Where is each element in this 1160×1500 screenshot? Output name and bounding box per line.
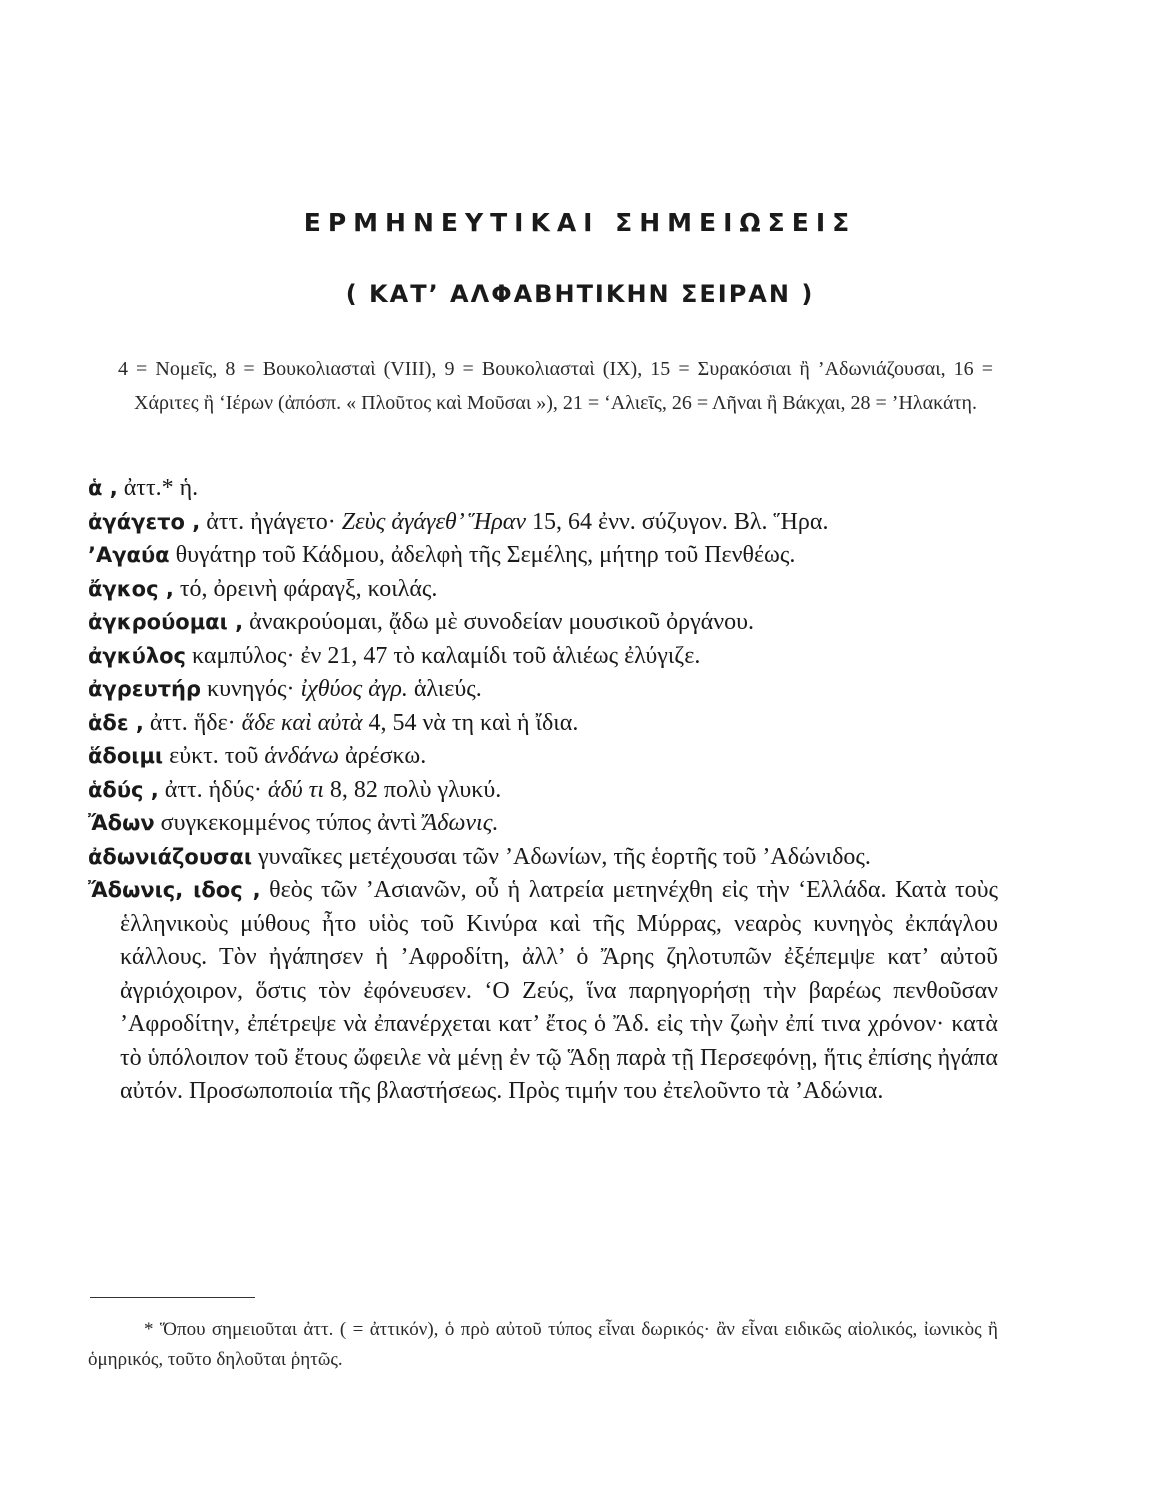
page-title: ΕΡΜΗΝΕΥΤΙΚΑΙ ΣΗΜΕΙΩΣΕΙΣ (303, 208, 857, 237)
entry-headword: ἀγάγετο , (88, 509, 201, 534)
entry-headword: ἀγκύλος (88, 643, 186, 668)
glossary-entry (88, 707, 998, 741)
entry-headword: ’Αγαύα (88, 543, 170, 567)
entry-definition: ἀττ. ἥδε· (149, 709, 236, 736)
glossary-entry (88, 874, 998, 1109)
footnote-divider (90, 1297, 255, 1298)
entry-example: ἅδε καὶ αὐτὰ (241, 709, 363, 736)
glossary-entry (88, 472, 998, 506)
entry-headword: Ἄδων (88, 811, 155, 835)
entry-example: ἁδύ τι (267, 776, 324, 803)
entry-example: Ζεὺς ἀγάγεθ’ Ἥραν (341, 508, 527, 535)
glossary-entry (88, 506, 998, 540)
entry-example: ἰχθύος ἀγρ. (300, 676, 408, 702)
entry-headword: ἅδοιμι (88, 744, 164, 768)
glossary-entry (88, 673, 998, 707)
glossary-entry (88, 573, 998, 607)
entry-definition: ἀττ. ἡδύς· (164, 776, 262, 803)
entry-headword: ἁδύς , (88, 777, 159, 802)
entry-definition: ἀνακρούομαι, ᾄδω μὲ συνοδείαν μουσικοῦ ὀργάνου. (249, 609, 754, 635)
glossary-entry (88, 740, 998, 774)
entry-definition: θυγάτηρ τοῦ Κάδμου, ἀδελφὴ τῆς Σεμέλης, μήτηρ τοῦ Πενθέως. (175, 542, 796, 568)
entry-definition: εὐκτ. τοῦ (169, 743, 259, 769)
entry-headword: ἀγρευτήρ (88, 677, 202, 701)
entry-definition: συγκεκομμένος τύπος ἀντὶ (160, 810, 417, 836)
glossary-entry (88, 539, 998, 573)
entry-headword: ἀγκρούομαι , (88, 610, 244, 634)
entry-headword: ἄγκος , (88, 576, 174, 601)
entry-definition: θεὸς τῶν ’Ασιανῶν, οὗ ἡ λατρεία μετηνέχθη εἰς τὴν ‘Ελλάδα. Κατὰ τοὺς ἑλληνικοὺς μύθους ἦτο υἱὸς τοῦ Κινύρα καὶ τῆς Μύρρας, νεαρὸς κυνηγὸς ἐκπάγλου κάλλους. Τὸν ἠγάπησεν ἡ ’Αφροδίτη, ἀλλ’ ὁ Ἄρης ζηλοτυπῶν ἐξέπεμψε κατ’ αὐτοῦ ἀγριόχοιρον, ὅστις τὸν ἐφόνευσεν. ‘Ο Ζεύς, ἵνα παρηγορήσῃ τὴν βαρέως πενθοῦσαν ’Αφροδίτην, ἐπέτρεψε νὰ ἐπανέρχεται κατ’ ἔτος ὁ Ἄδ. εἰς τὴν ζωὴν ἐπί τινα χρόνον· κατὰ τὸ ὑπόλοιπον τοῦ ἔτους ὤφειλε νὰ μένῃ ἐν τῷ Ἅδῃ παρὰ τῇ Περσεφόνῃ, ἥτις ἐπίσης ἠγάπα αὐτόν. Προσωποποιία τῆς βλαστήσεως. Πρὸς τιμήν του ἐτελοῦντο τὰ ’Αδώνια. (120, 877, 998, 1104)
abbreviation-key: 4 = Νομεῖς, 8 = Βουκολιασταὶ (VIII), 9 = Βουκολιασταὶ (IX), 15 = Συρακόσιαι ἢ ’Αδωνιάζουσαι, 16 = Χάριτες ἢ ‘Ιέρων (ἀπόσπ. « Πλοῦτος καὶ Μοῦσαι »), 21 = ‘Αλιεῖς, 26 = Λῆναι ἢ Βάκχαι, 28 = ’Ηλακάτη. (118, 358, 993, 414)
entry-example: Ἄδωνις. (422, 810, 499, 836)
entry-definition-continued: ἀρέσκω. (344, 743, 427, 769)
glossary-entry (88, 774, 998, 808)
glossary-entry (88, 640, 998, 674)
entry-definition: καμπύλος· ἐν 21, 47 τὸ καλαμίδι τοῦ ἁλιέως ἐλύγιζε. (192, 642, 701, 669)
entry-definition: ἀττ.* ἡ. (123, 475, 199, 501)
entry-headword: ἁ , (88, 476, 118, 500)
footnote: * Ὅπου σημειοῦται ἀττ. ( = ἀττικόν), ὁ πρὸ αὐτοῦ τύπος εἶναι δωρικός· ἂν εἶναι ειδικῶς αἰολικός, ἰωνικὸς ἢ ὁμηρικός, τοῦτο δηλοῦται ῥητῶς. (88, 1319, 998, 1370)
entry-definition-continued: ἁλιεύς. (413, 676, 482, 702)
entry-definition: ἀττ. ἠγάγετο· (206, 508, 336, 535)
entry-definition-continued: 8, 82 πολὺ γλυκύ. (329, 776, 502, 803)
entry-headword: ἀδωνιάζουσαι (88, 844, 253, 869)
entry-example: ἁνδάνω (264, 743, 339, 769)
page-subtitle: ( ΚΑΤ’ ΑΛΦΑΒΗΤΙΚΗΝ ΣΕΙΡΑΝ ) (345, 280, 815, 308)
entry-definition-continued: 4, 54 νὰ τη καὶ ἡ ἴδια. (368, 709, 579, 736)
entry-definition-continued: 15, 64 ἐνν. σύζυγον. Βλ. Ἥρα. (532, 508, 829, 535)
entry-headword: Ἄδωνις, ιδος , (88, 878, 261, 902)
glossary-entry (88, 807, 998, 841)
glossary-entry (88, 841, 998, 875)
glossary-entries (88, 472, 998, 1109)
entry-definition: κυνηγός· (207, 676, 295, 702)
entry-definition: τό, ὀρεινὴ φάραγξ, κοιλάς. (179, 575, 438, 602)
entry-definition: γυναῖκες μετέχουσαι τῶν ’Αδωνίων, τῆς ἑορτῆς τοῦ ’Αδώνιδος. (258, 843, 871, 870)
entry-headword: ἁδε , (88, 710, 144, 735)
glossary-entry (88, 606, 998, 640)
